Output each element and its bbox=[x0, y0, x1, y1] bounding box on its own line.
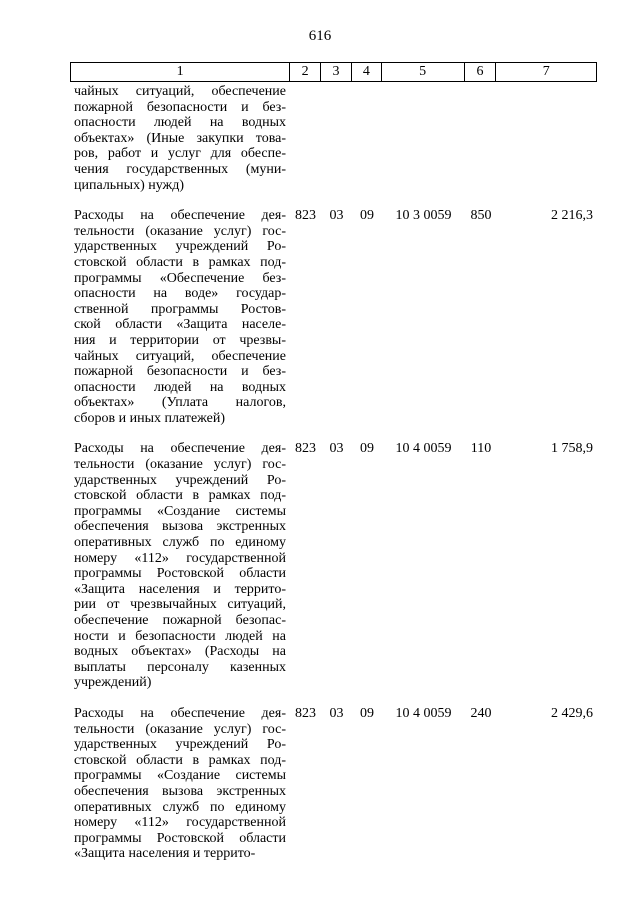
cell-col-4: 09 bbox=[360, 208, 374, 224]
header-cell: 2 bbox=[290, 63, 321, 81]
description-line: объектах» (Иные закупки това- bbox=[74, 130, 286, 146]
description-line: обеспечения вызова экстренных bbox=[74, 783, 286, 799]
description-line: тельности (оказание услуг) гос- bbox=[74, 223, 286, 239]
cell-col-3: 03 bbox=[329, 208, 344, 224]
cell-col-4: 09 bbox=[360, 441, 374, 457]
cell-col-5: 10 3 0059 bbox=[395, 208, 452, 224]
description-line: объектах» (Уплата налогов, bbox=[74, 395, 286, 411]
description-line: программы Ростовской области bbox=[74, 566, 286, 582]
description-line: ударственных учреждений Ро- bbox=[74, 472, 286, 488]
description-line: рии от чрезвычайных ситуаций, bbox=[74, 597, 286, 613]
description-line: ров, работ и услуг для обеспе- bbox=[74, 146, 286, 162]
description-line: водных объектах» (Расходы на bbox=[74, 644, 286, 660]
description-line: тельности (оказание услуг) гос- bbox=[74, 721, 286, 737]
description-line: номеру «112» государственной bbox=[74, 550, 286, 566]
description-line: стовской области в рамках под- bbox=[74, 752, 286, 768]
description-line: номеру «112» государственной bbox=[74, 815, 286, 831]
description-line: опасности на воде» государ- bbox=[74, 286, 286, 302]
description-line: ственной программы Ростов- bbox=[74, 301, 286, 317]
description-line: «Защита населения и террито- bbox=[74, 581, 286, 597]
cell-col-7: 2 429,6 bbox=[551, 705, 593, 721]
description-line: обеспечение пожарной безопас- bbox=[74, 613, 286, 628]
description-line: чайных ситуаций, обеспечение bbox=[74, 84, 286, 99]
cell-col-5: 10 4 0059 bbox=[395, 705, 452, 721]
cell-col-6: 110 bbox=[470, 441, 492, 457]
description-line: программы «Создание системы bbox=[74, 768, 286, 784]
description-line: стовской области в рамках под- bbox=[74, 488, 286, 504]
table-body bbox=[70, 84, 597, 862]
description-line: Расходы на обеспечение дея- bbox=[74, 208, 286, 224]
description-line: ской области «Защита населе- bbox=[74, 317, 286, 333]
description-line: оперативных служб по единому bbox=[74, 535, 286, 551]
description-line: ципальных) нужд) bbox=[74, 177, 185, 193]
header-cell: 6 bbox=[465, 63, 497, 81]
cell-col-7: 2 216,3 bbox=[551, 208, 593, 224]
table-row bbox=[70, 84, 597, 193]
description-line: Расходы на обеспечение дея- bbox=[74, 441, 286, 457]
description-line: Расходы на обеспечение дея- bbox=[74, 705, 286, 721]
description-line: ния и территории от чрезвы- bbox=[74, 332, 286, 348]
description-line: ударственных учреждений Ро- bbox=[74, 737, 286, 753]
cell-col-6: 240 bbox=[470, 705, 492, 721]
description-line: оперативных служб по единому bbox=[74, 799, 286, 815]
cell-col-2: 823 bbox=[295, 705, 316, 721]
row-description bbox=[70, 706, 290, 862]
description-line: программы Ростовской области bbox=[74, 830, 286, 846]
description-line: ударственных учреждений Ро- bbox=[74, 239, 286, 255]
description-line: программы «Создание системы bbox=[74, 503, 286, 519]
page-number: 616 bbox=[308, 28, 332, 44]
row-description bbox=[70, 208, 290, 426]
table-row bbox=[70, 706, 597, 862]
table-row bbox=[70, 441, 597, 691]
header-cell: 5 bbox=[382, 63, 465, 81]
description-line: стовской области в рамках под- bbox=[74, 254, 286, 270]
description-line: чения государственных (муни- bbox=[74, 161, 286, 177]
cell-col-2: 823 bbox=[295, 208, 316, 224]
table-row bbox=[70, 208, 597, 426]
description-line: опасности людей на водных bbox=[74, 115, 286, 131]
description-line: обеспечения вызова экстренных bbox=[74, 519, 286, 535]
description-line: выплаты персоналу казенных bbox=[74, 659, 286, 675]
header-cell: 7 bbox=[542, 64, 550, 79]
cell-col-2: 823 bbox=[295, 441, 316, 457]
header-cell: 1 bbox=[71, 63, 290, 81]
cell-col-5: 10 4 0059 bbox=[395, 441, 452, 457]
cell-col-3: 03 bbox=[329, 441, 344, 457]
description-line: пожарной безопасности и без- bbox=[74, 364, 286, 380]
header-cell: 4 bbox=[352, 63, 382, 81]
table-header bbox=[70, 62, 597, 82]
description-line: программы «Обеспечение без- bbox=[74, 270, 286, 286]
header-cell: 3 bbox=[321, 63, 352, 81]
description-line: тельности (оказание услуг) гос- bbox=[74, 457, 286, 473]
cell-col-7: 1 758,9 bbox=[551, 441, 593, 457]
description-line: опасности людей на водных bbox=[74, 379, 286, 395]
row-description bbox=[70, 84, 290, 193]
description-line: сборов и иных платежей) bbox=[74, 410, 226, 426]
description-line: пожарной безопасности и без- bbox=[74, 99, 286, 115]
cell-col-4: 09 bbox=[360, 705, 374, 721]
description-line: «Защита населения и террито- bbox=[74, 846, 256, 862]
row-description bbox=[70, 441, 290, 691]
cell-col-6: 850 bbox=[470, 208, 492, 224]
description-line: чайных ситуаций, обеспечение bbox=[74, 348, 286, 364]
cell-col-3: 03 bbox=[329, 705, 344, 721]
description-line: ности и безопасности людей на bbox=[74, 628, 286, 644]
description-line: учреждений) bbox=[74, 675, 152, 691]
